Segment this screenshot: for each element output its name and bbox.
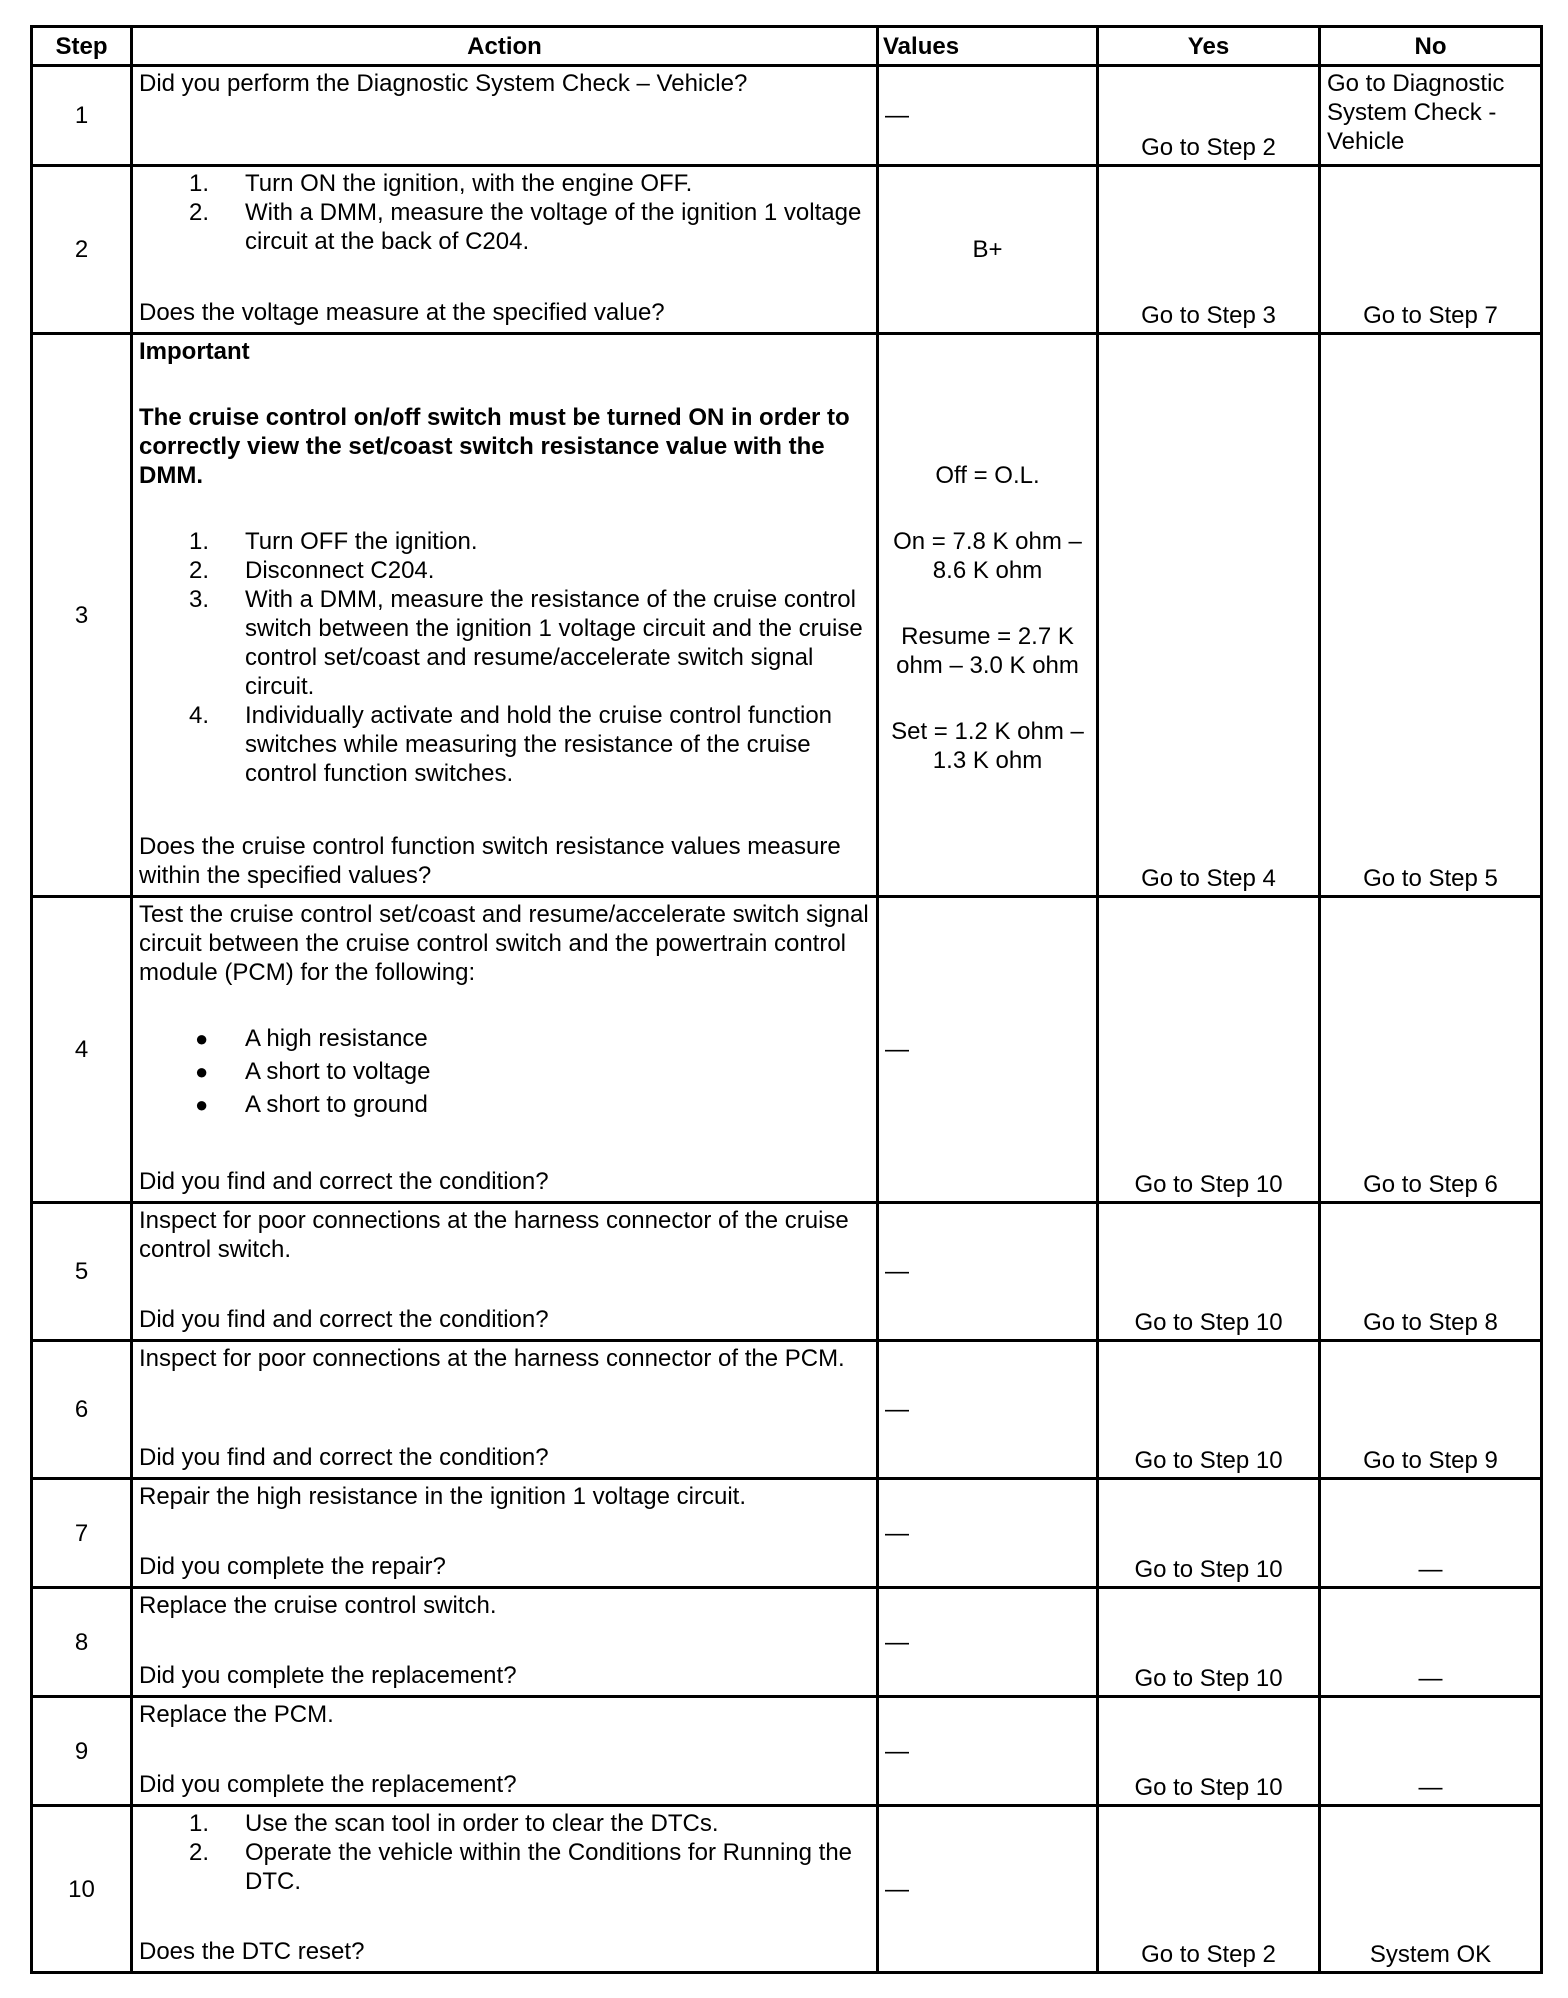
value-cell: —	[878, 1588, 1098, 1697]
header-yes: Yes	[1098, 27, 1320, 66]
no-cell: Go to Diagnostic System Check - Vehicle	[1320, 66, 1542, 166]
action-question: Does the DTC reset?	[139, 1938, 365, 1965]
action-prompt: Did you perform the Diagnostic System Check – Vehicle?	[139, 70, 748, 97]
action-cell	[132, 66, 878, 166]
no-cell: —	[1320, 1697, 1542, 1806]
action-prompt: Inspect for poor connections at the harness connector of the PCM.	[139, 1345, 845, 1372]
table-row-step-6	[32, 1341, 1542, 1479]
table-row-step-5	[32, 1203, 1542, 1341]
condition-item: ● A short to voltage	[195, 1058, 431, 1085]
step-number: 5	[32, 1203, 132, 1341]
yes-cell: Go to Step 4	[1098, 334, 1320, 897]
no-cell: —	[1320, 1588, 1542, 1697]
table-row-step-2	[32, 166, 1542, 334]
action-question: Does the cruise control function switch resistance values measure within the specified values?	[139, 833, 841, 889]
no-cell: —	[1320, 1479, 1542, 1588]
action-question: Did you find and correct the condition?	[139, 1306, 549, 1333]
no-cell: Go to Step 9	[1320, 1341, 1542, 1479]
no-cell: Go to Step 6	[1320, 897, 1542, 1203]
action-question: Did you complete the repair?	[139, 1553, 446, 1580]
important-title: Important	[139, 338, 250, 365]
yes-cell: Go to Step 10	[1098, 897, 1320, 1203]
action-cell	[132, 166, 878, 334]
step-number: 2	[32, 166, 132, 334]
yes-cell: Go to Step 2	[1098, 66, 1320, 166]
procedure-list	[139, 1809, 870, 1896]
value-cell: —	[878, 66, 1098, 166]
header-step: Step	[32, 27, 132, 66]
no-cell: System OK	[1320, 1806, 1542, 1973]
step-number: 1	[32, 66, 132, 166]
action-cell	[132, 1479, 878, 1588]
no-cell: Go to Step 7	[1320, 166, 1542, 334]
procedure-list	[139, 169, 870, 256]
table-row-step-4	[32, 897, 1542, 1203]
step-number: 9	[32, 1697, 132, 1806]
procedure-item: 3. With a DMM, measure the resistance of the cruise control switch between the ignition 1 voltage circuit and the cruise control set/coast and resume/accelerate switch signal circuit.	[189, 586, 863, 700]
procedure-item: 2. Disconnect C204.	[189, 557, 435, 584]
action-cell	[132, 1806, 878, 1973]
value-cell: —	[878, 1806, 1098, 1973]
procedure-item: 1. Turn ON the ignition, with the engine OFF.	[189, 170, 693, 197]
action-cell	[132, 897, 878, 1203]
procedure-item: 2. Operate the vehicle within the Conditions for Running the DTC.	[189, 1839, 853, 1895]
procedure-item: 2. With a DMM, measure the voltage of the ignition 1 voltage circuit at the back of C204.	[189, 199, 862, 255]
diagnostic-table-container	[30, 25, 1540, 1974]
table-row-step-1	[32, 66, 1542, 166]
table-row-step-7	[32, 1479, 1542, 1588]
yes-cell: Go to Step 3	[1098, 166, 1320, 334]
step-number: 3	[32, 334, 132, 897]
action-cell	[132, 1341, 878, 1479]
action-prompt: Repair the high resistance in the ignition 1 voltage circuit.	[139, 1483, 747, 1510]
value-cell: —	[878, 1479, 1098, 1588]
table-row-step-9	[32, 1697, 1542, 1806]
value-cell: —	[878, 1341, 1098, 1479]
important-text: The cruise control on/off switch must be turned ON in order to correctly view the set/coast switch resistance value with the DMM.	[139, 404, 850, 489]
value-off: Off = O.L.	[935, 462, 1040, 489]
yes-cell: Go to Step 2	[1098, 1806, 1320, 1973]
condition-item: ● A short to ground	[195, 1091, 428, 1118]
action-question: Does the voltage measure at the specified value?	[139, 299, 665, 326]
action-question: Did you find and correct the condition?	[139, 1168, 549, 1195]
value-cell: —	[878, 1697, 1098, 1806]
step-number: 8	[32, 1588, 132, 1697]
action-question: Did you complete the replacement?	[139, 1771, 517, 1798]
table-row-step-3	[32, 334, 1542, 897]
step-number: 10	[32, 1806, 132, 1973]
action-prompt: Test the cruise control set/coast and resume/accelerate switch signal circuit between the cruise control switch and the powertrain control module (PCM) for the following:	[139, 901, 869, 986]
value-cell: B+	[878, 166, 1098, 334]
action-question: Did you complete the replacement?	[139, 1662, 517, 1689]
value-cell: —	[878, 1203, 1098, 1341]
no-cell: Go to Step 8	[1320, 1203, 1542, 1341]
value-on: On = 7.8 K ohm – 8.6 K ohm	[893, 528, 1082, 584]
value-resume: Resume = 2.7 K ohm – 3.0 K ohm	[896, 623, 1079, 679]
no-cell: Go to Step 5	[1320, 334, 1542, 897]
header-row	[32, 27, 1542, 66]
table-row-step-10	[32, 1806, 1542, 1973]
action-prompt: Replace the cruise control switch.	[139, 1592, 497, 1619]
procedure-list	[139, 527, 870, 788]
action-cell	[132, 1588, 878, 1697]
action-cell	[132, 1203, 878, 1341]
value-cell: —	[878, 897, 1098, 1203]
table-row-step-8	[32, 1588, 1542, 1697]
header-no: No	[1320, 27, 1542, 66]
value-set: Set = 1.2 K ohm – 1.3 K ohm	[891, 718, 1084, 774]
action-cell	[132, 1697, 878, 1806]
yes-cell: Go to Step 10	[1098, 1588, 1320, 1697]
action-prompt: Replace the PCM.	[139, 1701, 334, 1728]
action-question: Did you find and correct the condition?	[139, 1444, 549, 1471]
action-prompt: Inspect for poor connections at the harness connector of the cruise control switch.	[139, 1207, 849, 1263]
header-values: Values	[878, 27, 1098, 66]
step-number: 6	[32, 1341, 132, 1479]
condition-item: ● A high resistance	[195, 1025, 428, 1052]
action-cell	[132, 334, 878, 897]
procedure-item: 4. Individually activate and hold the cruise control function switches while measuring the resistance of the cruise control function switches.	[189, 702, 833, 787]
yes-cell: Go to Step 10	[1098, 1479, 1320, 1588]
step-number: 7	[32, 1479, 132, 1588]
step-number: 4	[32, 897, 132, 1203]
procedure-item: 1. Use the scan tool in order to clear the DTCs.	[189, 1810, 719, 1837]
header-action: Action	[132, 27, 878, 66]
condition-list	[139, 1022, 870, 1121]
value-cell	[878, 334, 1098, 897]
yes-cell: Go to Step 10	[1098, 1203, 1320, 1341]
diagnostic-table	[30, 25, 1543, 1974]
yes-cell: Go to Step 10	[1098, 1697, 1320, 1806]
yes-cell: Go to Step 10	[1098, 1341, 1320, 1479]
procedure-item: 1. Turn OFF the ignition.	[189, 528, 478, 555]
